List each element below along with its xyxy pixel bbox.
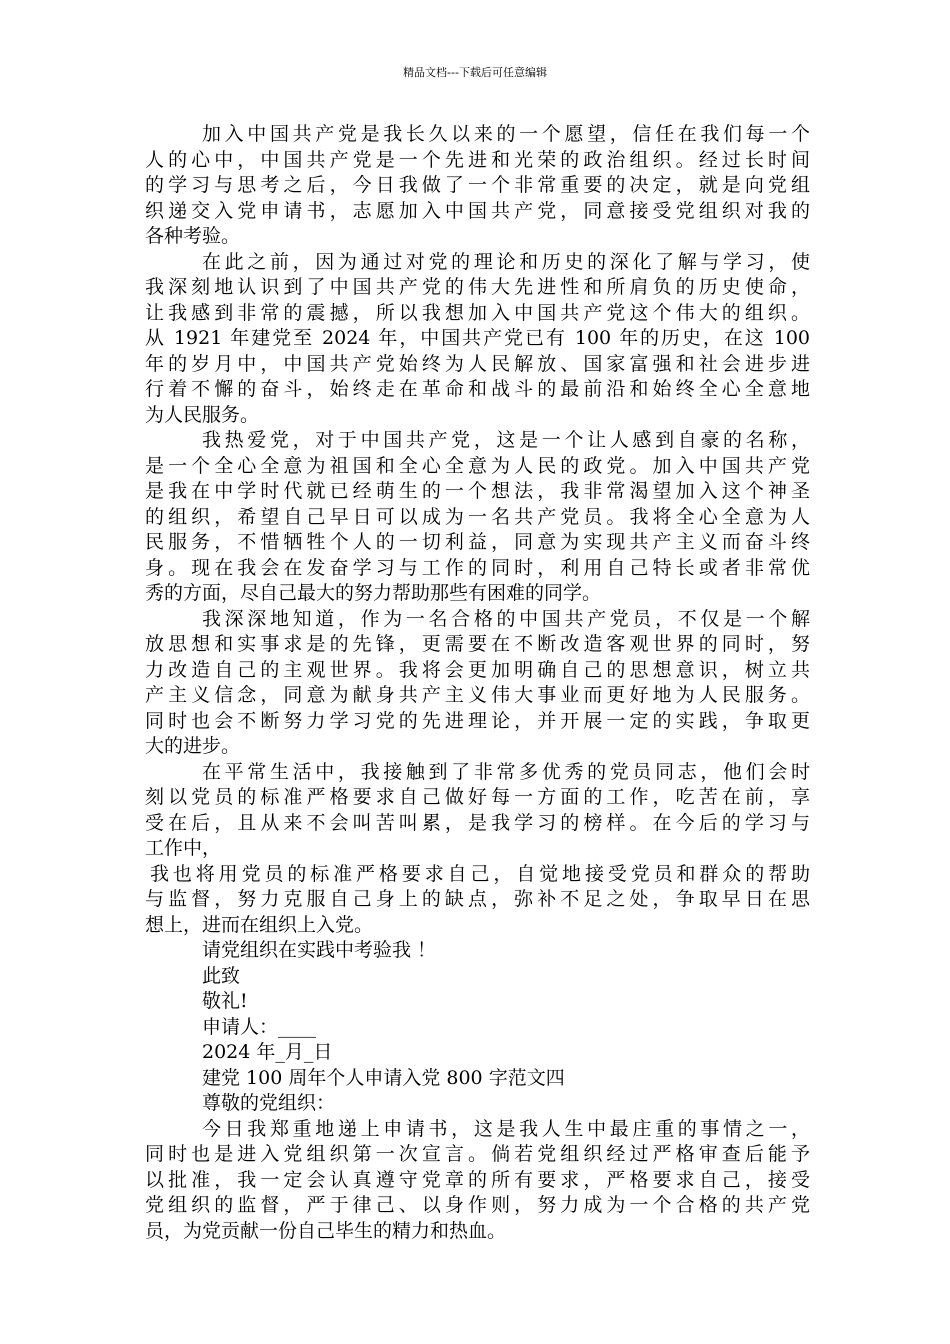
text-line: 的学习与思考之后，今日我做了一个非常重要的决定，就是向党组 <box>145 174 810 196</box>
text-line: 敬礼! <box>202 990 248 1012</box>
text-line: 是我在中学时代就已经萌生的一个想法，我非常渴望加入这个神圣 <box>145 480 810 502</box>
text-line: 力改造自己的主观世界。我将会更加明确自己的思想意识，树立共 <box>145 658 810 681</box>
text-line: 身。现在我会在发奋学习与工作的同时，利用自己特长或者非常优 <box>145 556 810 579</box>
text-line: 秀的方面，尽自己最大的努力帮助那些有困难的同学。 <box>145 582 602 604</box>
text-line: 申请人：____ <box>202 1015 317 1038</box>
text-line: 2024 年_月_日 <box>202 1041 333 1063</box>
text-line: 此致 <box>202 964 241 987</box>
text-line: 我深深地知道，作为一名合格的中国共产党员，不仅是一个解 <box>202 607 810 630</box>
document-body <box>145 122 810 1244</box>
text-line: 加入中国共产党是我长久以来的一个愿望，信任在我们每一个 <box>202 123 810 145</box>
text-line: 想上，进而在组织上入党。 <box>145 913 374 936</box>
text-line: 请党组织在实践中考验我 ！ <box>202 939 437 961</box>
text-line: 我深刻地认识到了中国共产党的伟大先进性和所肩负的历史使命， <box>145 276 810 298</box>
text-line: 行着不懈的奋斗，始终走在革命和战斗的最前沿和始终全心全意地 <box>145 378 810 400</box>
text-line: 在平常生活中，我接触到了非常多优秀的党员同志，他们会时 <box>202 760 810 783</box>
text-line: 的组织，希望自己早日可以成为一名共产党员。我将全心全意为人 <box>145 505 810 528</box>
text-line: 织递交入党申请书，志愿加入中国共产党，同意接受党组织对我的 <box>145 199 810 222</box>
text-line: 产主义信念，同意为献身共产主义伟大事业而更好地为人民服务。 <box>145 684 810 706</box>
text-line: 民服务，不惜牺牲个人的一切利益，同意为实现共产主义而奋斗终 <box>145 531 810 553</box>
text-line: 我热爱党，对于中国共产党，这是一个让人感到自豪的名称， <box>202 429 810 451</box>
text-line: 在此之前，因为通过对党的理论和历史的深化了解与学习，使 <box>202 250 810 273</box>
page-header: 精品文档---下载后可任意编辑 <box>403 66 547 79</box>
text-line: 刻以党员的标准严格要求自己做好每一方面的工作，吃苦在前，享 <box>145 786 810 808</box>
text-line: 放思想和实事求是的先锋，更需要在不断改造客观世界的同时，努 <box>145 633 810 655</box>
text-line: 人的心中，中国共产党是一个先进和光荣的政治组织。经过长时间 <box>145 148 810 171</box>
text-line: 从 1921 年建党至 2024 年，中国共产党已有 100 年的历史，在这 100 <box>145 327 810 349</box>
text-line: 与监督，努力克服自己身上的缺点，弥补不足之处，争取早日在思 <box>145 888 810 910</box>
text-line: 建党 100 周年个人申请入党 800 字范文四 <box>202 1066 565 1089</box>
text-line: 同时也是进入党组织第一次宣言。倘若党组织经过严格审查后能予 <box>145 1143 810 1165</box>
text-line: 工作中， <box>145 837 222 859</box>
text-line: 同时也会不断努力学习党的先进理论，并开展一定的实践，争取更 <box>145 709 810 732</box>
text-line: 为人民服务。 <box>145 403 260 426</box>
text-line: 我也将用党员的标准严格要求自己，自觉地接受党员和群众的帮助 <box>150 862 810 885</box>
text-line: 今日我郑重地递上申请书，这是我人生中最庄重的事情之一， <box>202 1117 810 1140</box>
text-line: 员，为党贡献一份自己毕生的精力和热血。 <box>145 1219 507 1242</box>
text-line: 以批准，我一定会认真遵守党章的所有要求，严格要求自己，接受 <box>145 1168 810 1191</box>
text-line: 尊敬的党组织： <box>202 1092 336 1114</box>
text-line: 大的进步。 <box>145 735 241 757</box>
text-line: 各种考验。 <box>145 225 241 247</box>
text-line: 是一个全心全意为祖国和全心全意为人民的政党。加入中国共产党 <box>145 454 810 477</box>
text-line: 党组织的监督，严于律己、以身作则，努力成为一个合格的共产党 <box>145 1194 810 1216</box>
text-line: 年的岁月中，中国共产党始终为人民解放、国家富强和社会进步进 <box>145 352 810 375</box>
text-line: 受在后，且从来不会叫苦叫累，是我学习的榜样。在今后的学习与 <box>145 811 810 834</box>
text-line: 让我感到非常的震撼，所以我想加入中国共产党这个伟大的组织。 <box>145 301 810 324</box>
